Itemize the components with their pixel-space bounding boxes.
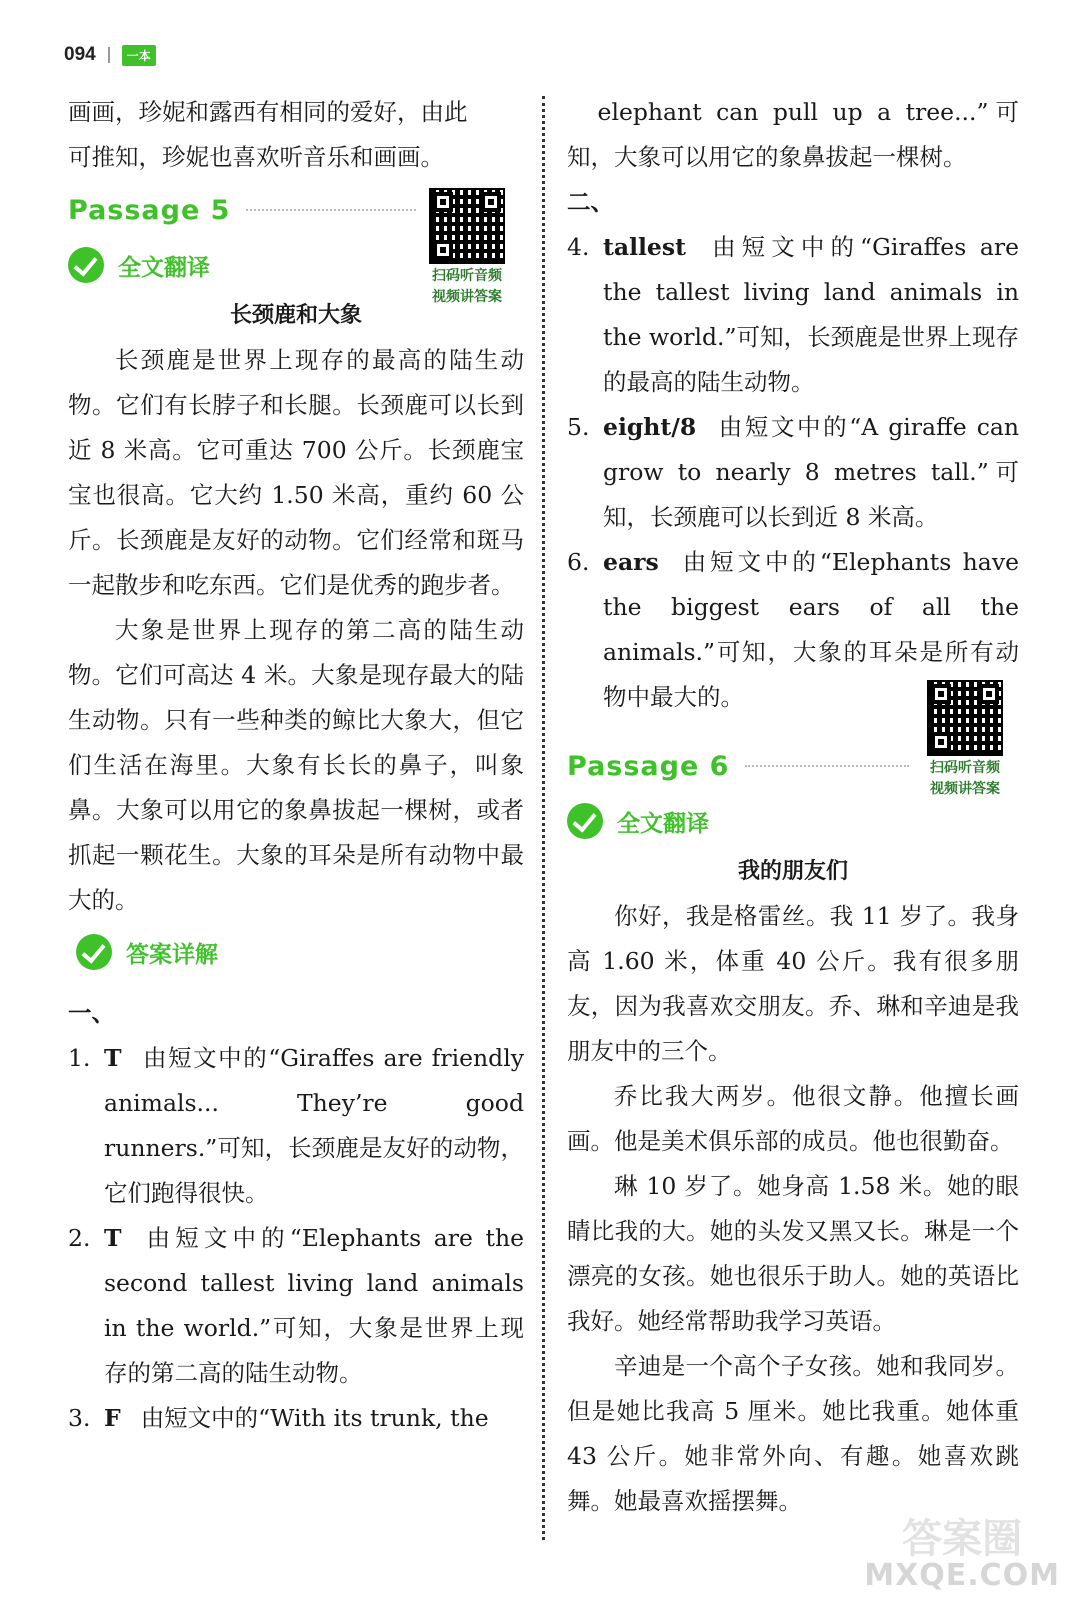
- header-divider: [108, 47, 110, 63]
- answer-item: [68, 1396, 524, 1441]
- qr-caption-1: 扫码听音频: [930, 760, 1000, 776]
- book-tag: 一本: [122, 45, 156, 66]
- item-number: 4.: [567, 233, 590, 261]
- item-explanation: 由短文中的“Giraffes are friendly animals... They’re good runners.”可知，长颈鹿是友好的动物，它们跑得很快。: [104, 1044, 524, 1207]
- item-answer: T: [104, 1224, 122, 1252]
- column-divider: [542, 96, 545, 1540]
- item-answer: tallest: [603, 233, 686, 261]
- answer-item: [567, 405, 1019, 540]
- check-icon: [567, 803, 603, 839]
- watermark-logo: [864, 1518, 1060, 1592]
- item-explanation: 由短文中的“A giraffe can grow to nearly 8 metres tall.”可知，长颈鹿可以长到近 8 米高。: [603, 413, 1019, 531]
- passage-5-title: Passage 5: [68, 194, 231, 226]
- answer-item: [68, 1216, 524, 1396]
- qr-code-6[interactable]: [922, 680, 1008, 798]
- right-column: [567, 90, 1019, 1524]
- story-6-paragraph-2: 乔比我大两岁。他很文静。他擅长画画。他是美术俱乐部的成员。他也很勤奋。: [567, 1082, 1019, 1155]
- page-number: 094: [64, 44, 96, 65]
- passage-5-heading: [68, 184, 424, 236]
- qr-code-5[interactable]: [424, 188, 510, 306]
- story-6-paragraph-1: 你好，我是格雷丝。我 11 岁了。我身高 1.60 米，体重 40 公斤。我有很多朋友，因为我喜欢交朋友。乔、琳和辛迪是我朋友中的三个。: [567, 902, 1019, 1065]
- story-5-paragraph-1: 长颈鹿是世界上现存的最高的陆生动物。它们有长脖子和长腿。长颈鹿可以长到近 8 米高。它可重达 700 公斤。长颈鹿宝宝也很高。它大约 1.50 米高，重约 60 公斤。长颈鹿是友好的动物。它们经常和斑马一起散步和吃东西。它们是优秀的跑步者。: [68, 346, 524, 599]
- check-icon: [68, 247, 104, 283]
- answer-item: [68, 1036, 524, 1216]
- translation-label: 全文翻译: [118, 254, 210, 281]
- qr-caption-1: 扫码听音频: [432, 268, 502, 284]
- answer-item: [567, 225, 1019, 405]
- item-answer: ears: [603, 548, 659, 576]
- story-title-5: 长颈鹿和大象: [229, 303, 362, 328]
- dotted-leader: [246, 209, 416, 211]
- item-answer: T: [104, 1044, 122, 1072]
- item-number: 1.: [68, 1044, 91, 1072]
- dotted-leader: [745, 765, 909, 767]
- intro-line-2: 可推知，珍妮也喜欢听音乐和画画。: [68, 143, 444, 171]
- story-title-6: 我的朋友们: [737, 859, 848, 884]
- story-6-paragraph-4: 辛迪是一个高个子女孩。她和我同岁。但是她比我高 5 厘米。她比我重。她体重 43 公斤。她非常外向、有趣。她喜欢跳舞。她最喜欢摇摆舞。: [567, 1352, 1019, 1515]
- check-icon: [76, 934, 112, 970]
- qr-code-icon[interactable]: [429, 188, 505, 264]
- qr-code-icon[interactable]: [927, 680, 1003, 756]
- item-answer: eight/8: [603, 413, 697, 441]
- item-explanation: 由短文中的“Giraffes are the tallest living land animals in the world.”可知，长颈鹿是世界上现存的最高的陆生动物。: [603, 233, 1019, 396]
- qr-caption-2: 视频讲答案: [930, 781, 1000, 797]
- item-number: 6.: [567, 548, 590, 576]
- answers-heading: [76, 923, 524, 981]
- answers-label: 答案详解: [126, 941, 218, 968]
- watermark-line-2: MXQE.COM: [864, 1558, 1060, 1593]
- translation-heading-6: [567, 792, 1019, 850]
- item-explanation: 由短文中的“With its trunk, the: [140, 1404, 489, 1432]
- section-two: 二、: [567, 188, 614, 216]
- passage-6-title: Passage 6: [567, 750, 730, 782]
- item-number: 2.: [68, 1224, 91, 1252]
- watermark-line-1: 答案圈: [902, 1516, 1023, 1562]
- intro-line-1: 画画，珍妮和露西有相同的爱好，由此: [68, 98, 468, 126]
- section-one: 一、: [68, 999, 115, 1027]
- item-number: 3.: [68, 1404, 91, 1432]
- story-6-paragraph-3: 琳 10 岁了。她身高 1.58 米。她的眼睛比我的大。她的头发又黑又长。琳是一个漂亮的女孩。她也很乐于助人。她的英语比我好。她经常帮助我学习英语。: [567, 1172, 1019, 1335]
- item-number: 5.: [567, 413, 590, 441]
- qr-caption-2: 视频讲答案: [432, 289, 502, 305]
- item-explanation: 由短文中的“Elephants are the second tallest living land animals in the world.”可知，大象是世界上现存的第二高的陆生动物。: [104, 1224, 524, 1387]
- translation-label: 全文翻译: [617, 810, 709, 837]
- page-header: [64, 40, 156, 70]
- story-5-paragraph-2: 大象是世界上现存的第二高的陆生动物。它们可高达 4 米。大象是现存最大的陆生动物。只有一些种类的鲸比大象大，但它们生活在海里。大象有长长的鼻子，叫象鼻。大象可以用它的象鼻拔起一棵树，或者抓起一颗花生。大象的耳朵是所有动物中最大的。: [68, 616, 524, 914]
- item-3-continuation: elephant can pull up a tree...”可知，大象可以用它的象鼻拔起一棵树。: [567, 98, 1019, 171]
- item-explanation: 由短文中的“Elephants have the biggest ears of all the animals.”可知，大象的耳朵是所有动物中最大的。: [603, 548, 1019, 711]
- item-answer: F: [104, 1404, 121, 1432]
- passage-6-heading: [567, 740, 917, 792]
